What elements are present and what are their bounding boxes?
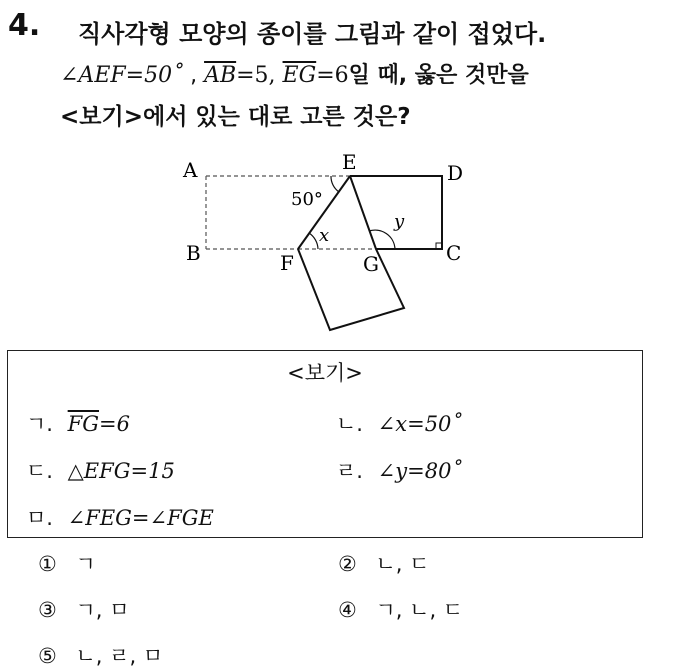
question-line-1: 직사각형 모양의 종이를 그림과 같이 접었다.	[78, 20, 547, 48]
condition-tail: 일 때, 옳은 것만을	[348, 63, 529, 88]
bogi-item-marker: ㅁ.	[26, 506, 53, 530]
bogi-item-text: $\overline{FG}=6$	[67, 412, 130, 436]
bogi-item-5	[26, 502, 214, 532]
choice-text: ㄱ, ㅁ	[75, 598, 130, 622]
bogi-item-marker: ㄴ.	[336, 412, 363, 436]
choice-number: ②	[338, 552, 357, 576]
choice-5[interactable]	[38, 640, 163, 670]
choice-number: ⑤	[38, 644, 57, 668]
condition-angle: ∠AEF=50˚	[60, 63, 184, 88]
label-g: G	[363, 252, 379, 276]
label-f: F	[280, 251, 294, 275]
choice-number: ①	[38, 552, 57, 576]
bogi-item-text: ∠FEG=∠FGE	[67, 506, 214, 530]
segment-eg-value: =6	[316, 63, 349, 88]
choice-4[interactable]	[338, 594, 463, 624]
choice-3[interactable]	[38, 594, 129, 624]
question-line-3: <보기>에서 있는 대로 고른 것은?	[60, 104, 411, 130]
label-b: B	[186, 241, 201, 265]
angle-arc-x	[309, 233, 318, 249]
angle-label-x: x	[319, 225, 330, 246]
choice-text: ㄴ, ㄹ, ㅁ	[75, 644, 164, 668]
angle-arc-50	[331, 176, 339, 192]
label-c: C	[446, 241, 462, 265]
folded-flap	[298, 249, 404, 330]
label-d: D	[447, 161, 464, 185]
choice-text: ㄱ, ㄴ, ㄷ	[375, 598, 464, 622]
segment-eg-line	[350, 176, 376, 249]
choice-text: ㄱ	[75, 552, 96, 576]
segment-ab: $\overline{AB}$	[204, 63, 237, 88]
choice-2[interactable]	[338, 548, 429, 578]
bogi-title: <보기>	[287, 361, 363, 385]
bogi-item-2	[336, 408, 462, 438]
choice-number: ③	[38, 598, 57, 622]
dashed-original-rectangle	[206, 176, 376, 249]
label-e: E	[342, 150, 357, 174]
question-number: 4.	[8, 8, 41, 43]
bogi-item-text: ∠x=50˚	[377, 412, 462, 436]
bogi-item-marker: ㄹ.	[336, 459, 363, 483]
angle-label-y: y	[394, 211, 405, 232]
choice-number: ④	[338, 598, 357, 622]
condition-separator: ,	[183, 63, 205, 88]
angle-label-50: 50°	[291, 189, 323, 210]
bogi-item-3	[26, 455, 175, 485]
bogi-item-marker: ㄷ.	[26, 459, 53, 483]
bogi-item-4	[336, 455, 462, 485]
bogi-item-text: △EFG=15	[67, 459, 175, 483]
segment-eg: $\overline{EG}$	[282, 63, 317, 88]
choice-1[interactable]	[38, 548, 96, 578]
bogi-item-1	[26, 408, 130, 438]
bogi-item-marker: ㄱ.	[26, 412, 53, 436]
bogi-item-text: ∠y=80˚	[377, 459, 462, 483]
segment-ab-value: =5,	[236, 63, 283, 88]
label-a: A	[183, 158, 198, 182]
choice-text: ㄴ, ㄷ	[375, 552, 430, 576]
